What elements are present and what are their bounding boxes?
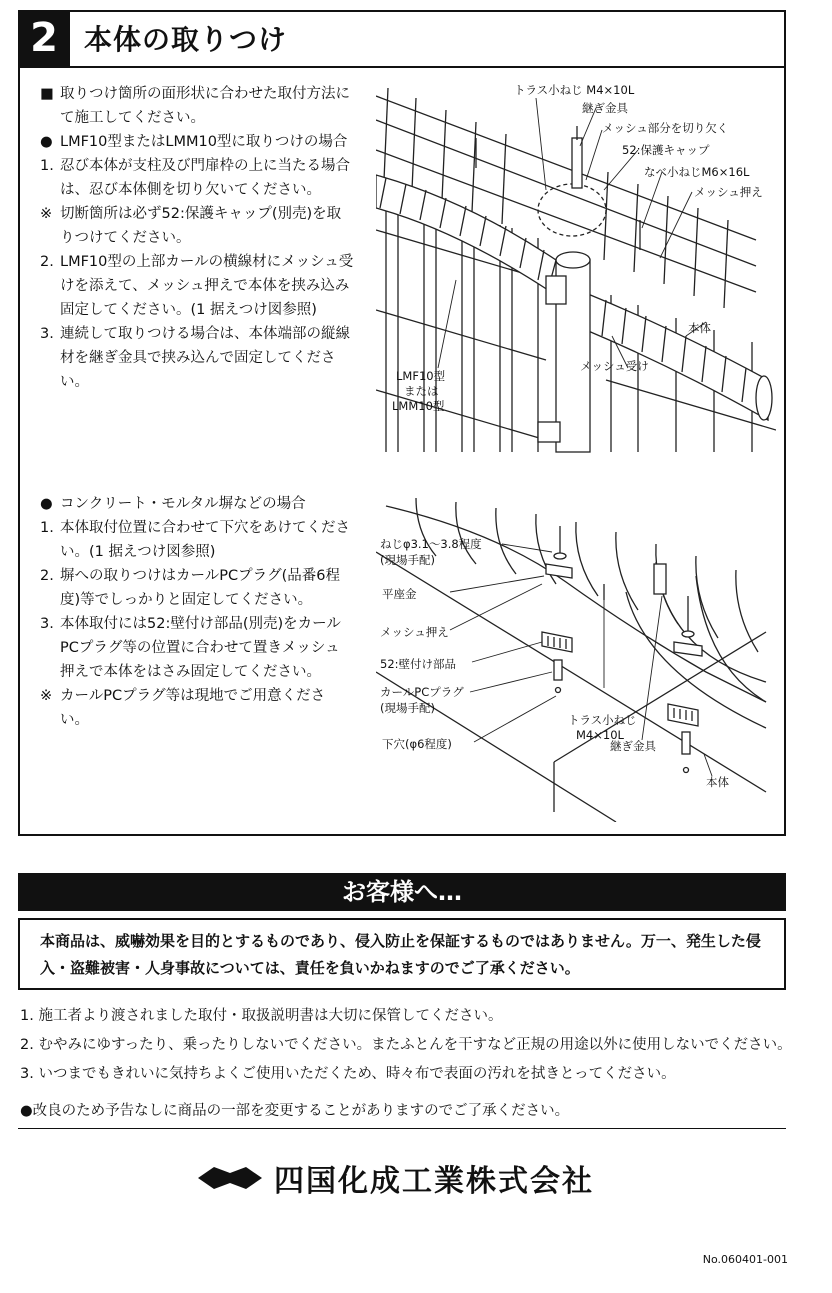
part1-intro: ■ 取りつけ箇所の面形状に合わせた取付方法にて施工してください。 — [40, 82, 354, 130]
caution-item: 1. 施工者より渡されました取付・取扱説明書は大切に保管してください。 — [20, 1008, 503, 1024]
section-number: 2 — [18, 10, 70, 66]
label-plug-sourced: (現場手配) — [380, 701, 435, 715]
customer-heading: お客様へ… — [18, 873, 786, 911]
list-item: ※ カールPCプラグ等は現地でご用意ください。 — [40, 688, 326, 728]
mounting-stack-right — [668, 596, 702, 773]
section-header — [18, 10, 786, 68]
joint-bracket — [604, 564, 666, 600]
bullet-icon: ● — [40, 134, 53, 150]
curl-rail-left — [376, 175, 556, 290]
caution-item: 3. いつまでもきれいに気持ちよくご使用いただくため、時々布で表面の汚れを拭きとってください。 — [20, 1066, 676, 1082]
part2-text — [40, 492, 354, 732]
list-item: 2. LMF10型の上部カールの横線材にメッシュ受けを添えて、メッシュ押えで本体を挟み込み固定してください。(1 据えつけ図参照) — [40, 254, 354, 318]
label-truss-size: M4×10L — [576, 728, 624, 742]
list-item: 1. 忍び本体が支柱及び門扉枠の上に当たる場合は、忍び本体側を切り欠いてください。 — [40, 158, 350, 198]
square-bullet-icon: ■ — [40, 86, 54, 102]
list-item: ※ 切断箇所は必ず52:保護キャップ(別売)を取りつけてください。 — [40, 206, 342, 246]
label-or: または — [404, 384, 439, 398]
label-mesh-receiver: メッシュ受け — [580, 359, 649, 373]
label-mesh-presser: メッシュ押え — [380, 625, 449, 639]
label-mesh-presser: メッシュ押え — [694, 185, 763, 199]
list-item: 2. 塀への取りつけはカールPCプラグ(品番6程度)等でしっかりと固定してください。 — [40, 568, 340, 608]
label-joint: 継ぎ金具 — [610, 739, 656, 753]
part2-case: ● コンクリート・モルタル塀などの場合 — [40, 492, 354, 516]
label-cut-mesh: メッシュ部分を切り欠く — [602, 121, 729, 135]
label-screw-sourced: (現場手配) — [380, 553, 435, 567]
label-body: 本体 — [688, 321, 711, 335]
caution-item: 2. むやみにゆすったり、乗ったりしないでください。またふとんを干すなど正規の用途以外に使用しないでください。 — [20, 1037, 792, 1053]
list-item: 1. 本体取付位置に合わせて下穴をあけてください。(1 据えつけ図参照) — [40, 520, 350, 560]
wall-installation-diagram — [376, 492, 776, 822]
list-item: 3. 本体取付には52:壁付け部品(別売)をカールPCプラグ等の位置に合わせて置きメッシュ押えで本体をはさみ固定してください。 — [40, 616, 341, 680]
label-pc-plug: カールPCプラグ — [380, 685, 464, 699]
divider — [18, 1128, 786, 1129]
label-lmm10: LMM10型 — [392, 399, 445, 413]
label-truss-screw: トラス小ねじ — [568, 713, 637, 727]
label-protective-cap: 52:保護キャップ — [622, 143, 710, 157]
label-lmf10: LMF10型 — [396, 369, 446, 383]
label-body: 本体 — [706, 775, 729, 789]
part1-case: ● LMF10型またはLMM10型に取りつけの場合 — [40, 130, 354, 154]
company-name: 四国化成工業株式会社 — [274, 1164, 594, 1199]
label-wall-part: 52:壁付け部品 — [380, 657, 457, 671]
change-notice: ●改良のため予告なしに商品の一部を変更することがありますのでご了承ください。 — [20, 1103, 570, 1119]
label-flat-washer: 平座金 — [382, 587, 417, 601]
diamond-logo-icon — [198, 1165, 262, 1191]
lmf10-installation-diagram — [376, 80, 776, 458]
company-logo — [198, 1158, 594, 1198]
cut-area-circle — [538, 184, 606, 236]
section-title: 本体の取りつけ — [84, 23, 288, 56]
bullet-icon: ● — [40, 496, 53, 512]
fence-post — [538, 252, 590, 452]
label-screw: ねじφ3.1～3.8程度 — [380, 537, 482, 551]
label-pan-screw: なべ小ねじM6×16L — [644, 165, 750, 179]
disclaimer-notice: 本商品は、威嚇効果を目的とするものであり、侵入防止を保証するものではありません。万一、発生した侵入・盗難被害・人身事故については、責任を負いかねますのでご了承ください。 — [18, 918, 786, 990]
list-item: 3. 連続して取りつける場合は、本体端部の縦線材を継ぎ金具で挟み込んで固定してください。 — [40, 326, 350, 390]
label-truss-screw: トラス小ねじ M4×10L — [514, 83, 635, 97]
label-pilot-hole: 下穴(φ6程度) — [382, 737, 452, 751]
label-joint: 継ぎ金具 — [582, 101, 628, 115]
document-number: No.060401-001 — [702, 1253, 788, 1266]
part1-text — [40, 82, 354, 394]
